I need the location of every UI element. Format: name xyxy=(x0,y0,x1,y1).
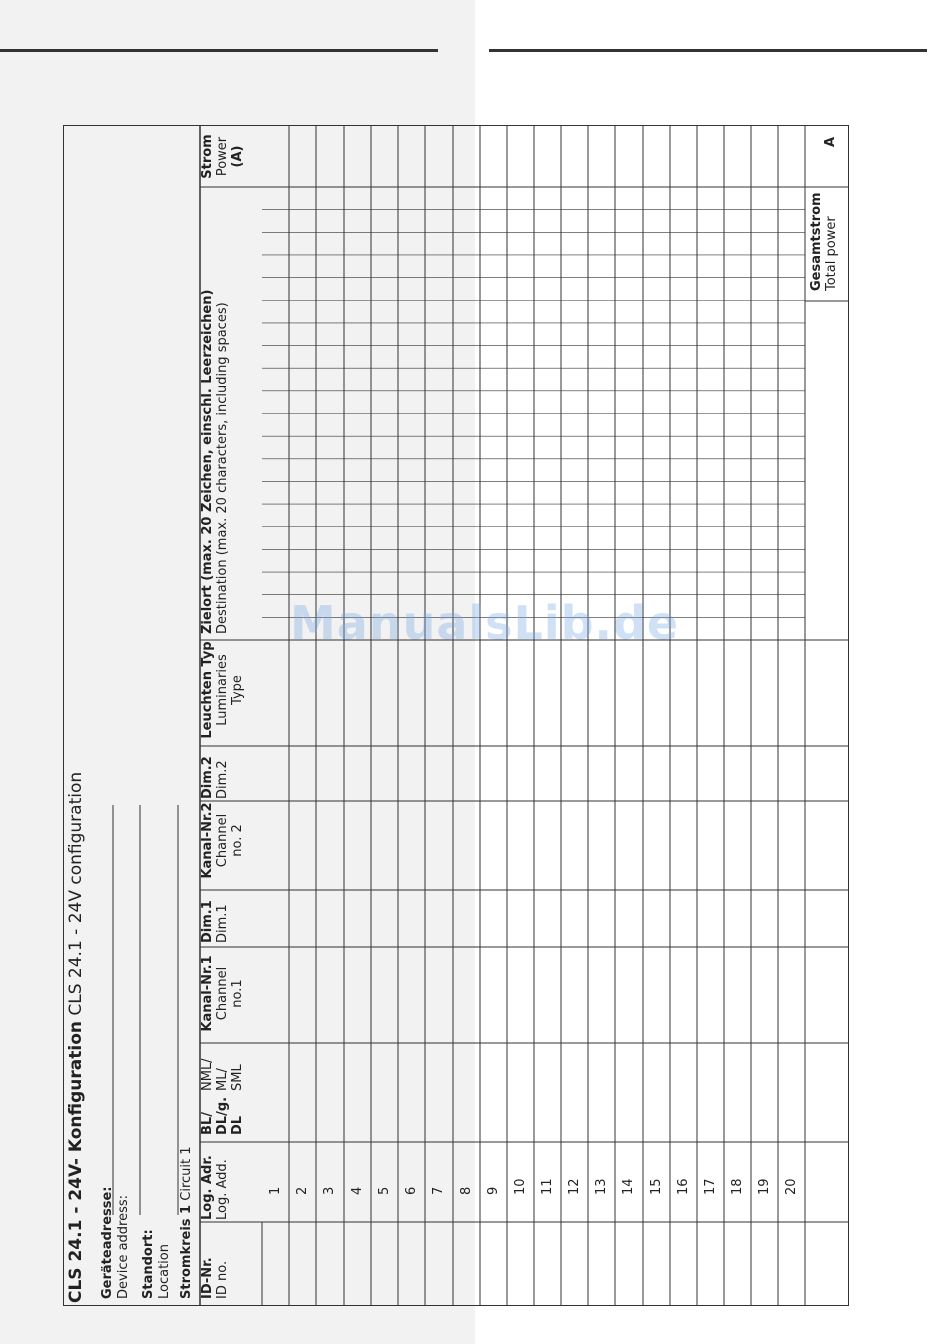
header-leuchten-de: Leuchten Typ xyxy=(200,641,215,739)
circuit-label xyxy=(179,1147,194,1300)
header-id-no xyxy=(200,1257,230,1299)
header-id-en: ID no. xyxy=(215,1260,230,1299)
header-power xyxy=(200,128,245,185)
header-log-add xyxy=(200,1155,230,1220)
form-title xyxy=(66,772,86,1303)
row-number: 14 xyxy=(621,1178,636,1195)
row-number: 9 xyxy=(485,1186,501,1195)
total-power-en: Total power xyxy=(824,216,839,291)
circuit-label-de: Stromkreis 1 xyxy=(179,1204,194,1299)
header-dim1-de: Dim.1 xyxy=(200,900,215,943)
header-zielort-de: Zielort (max. 20 Zeichen, einschl. Leerzeichen) xyxy=(200,289,215,634)
header-log-en: Log. Add. xyxy=(215,1159,230,1220)
header-channel-2 xyxy=(200,791,245,890)
top-rule-left xyxy=(0,49,438,52)
header-dim2-de: Dim.2 xyxy=(200,756,215,799)
header-kanal1-de: Kanal-Nr.1 xyxy=(200,955,215,1032)
location-label-en: Location xyxy=(157,1244,172,1299)
header-log-de: Log. Adr. xyxy=(200,1155,215,1220)
header-leuchten-en1: Luminaries xyxy=(215,654,230,726)
total-power-de: Gesamtstrom xyxy=(809,192,824,291)
header-bl-l2b: ML/ xyxy=(215,1068,230,1091)
total-power-unit: A xyxy=(823,136,838,147)
header-kanal2-en2: no. 2 xyxy=(230,824,245,857)
location-label-de: Standort: xyxy=(141,1229,156,1299)
form-title-en: CLS 24.1 - 24V configuration xyxy=(66,771,86,1022)
header-zielort-en: Destination (max. 20 characters, including spaces) xyxy=(215,302,230,634)
row-number: 16 xyxy=(675,1178,691,1195)
circuit-label-en: Circuit 1 xyxy=(179,1146,194,1201)
header-dim1-en: Dim.1 xyxy=(215,904,230,943)
header-destination xyxy=(200,290,230,634)
device-address-label-de: Geräteadresse: xyxy=(100,1186,115,1299)
row-number: 10 xyxy=(512,1178,528,1195)
header-bl-l2a: DL/g. xyxy=(215,1096,230,1135)
row-number: 13 xyxy=(593,1178,609,1195)
top-rule-right xyxy=(489,49,927,52)
header-leuchten-en2: Type xyxy=(230,675,245,705)
header-dim2-en: Dim.2 xyxy=(215,760,230,799)
header-strom-en1: Power xyxy=(215,136,230,177)
header-bl-dl xyxy=(200,1058,245,1135)
header-kanal2-de: Kanal-Nr.2 xyxy=(200,802,215,879)
row-number: 18 xyxy=(729,1178,745,1195)
header-dim-2 xyxy=(200,756,230,799)
configuration-form xyxy=(63,125,849,1306)
row-number: 11 xyxy=(539,1178,555,1195)
header-id-de: ID-Nr. xyxy=(200,1257,215,1299)
row-number: 6 xyxy=(403,1186,419,1195)
header-strom-en2: (A) xyxy=(230,145,245,168)
header-bl-l1b: NML/ xyxy=(200,1058,215,1091)
row-number: 3 xyxy=(322,1186,337,1195)
row-number: 1 xyxy=(267,1186,283,1195)
header-bl-l3b: SML xyxy=(230,1064,245,1091)
header-luminaries-type xyxy=(200,638,245,742)
header-bl-l3a: DL xyxy=(230,1115,245,1135)
watermark: ManualsLib.de xyxy=(290,596,680,650)
row-number: 8 xyxy=(458,1186,474,1195)
header-dim-1 xyxy=(200,900,230,943)
total-power-label xyxy=(809,192,839,291)
row-number: 20 xyxy=(783,1178,799,1195)
row-number: 15 xyxy=(648,1178,664,1195)
header-strom-de: Strom xyxy=(200,134,215,179)
row-number: 4 xyxy=(349,1186,365,1195)
form-grid xyxy=(63,125,849,1306)
row-number: 7 xyxy=(431,1186,446,1195)
header-kanal1-en2: no.1 xyxy=(230,979,245,1008)
row-number: 19 xyxy=(756,1178,772,1195)
row-number: 12 xyxy=(566,1178,582,1195)
header-kanal2-en1: Channel xyxy=(215,813,230,868)
row-number: 2 xyxy=(294,1186,310,1195)
row-number: 17 xyxy=(702,1178,718,1195)
header-bl-l1a: BL/ xyxy=(200,1112,215,1135)
form-title-de: CLS 24.1 - 24V- Konfiguration xyxy=(66,1021,86,1303)
header-channel-1 xyxy=(200,944,245,1043)
header-kanal1-en1: Channel xyxy=(215,966,230,1021)
device-address-label-en: Device address: xyxy=(116,1194,131,1299)
row-number: 5 xyxy=(376,1186,392,1195)
